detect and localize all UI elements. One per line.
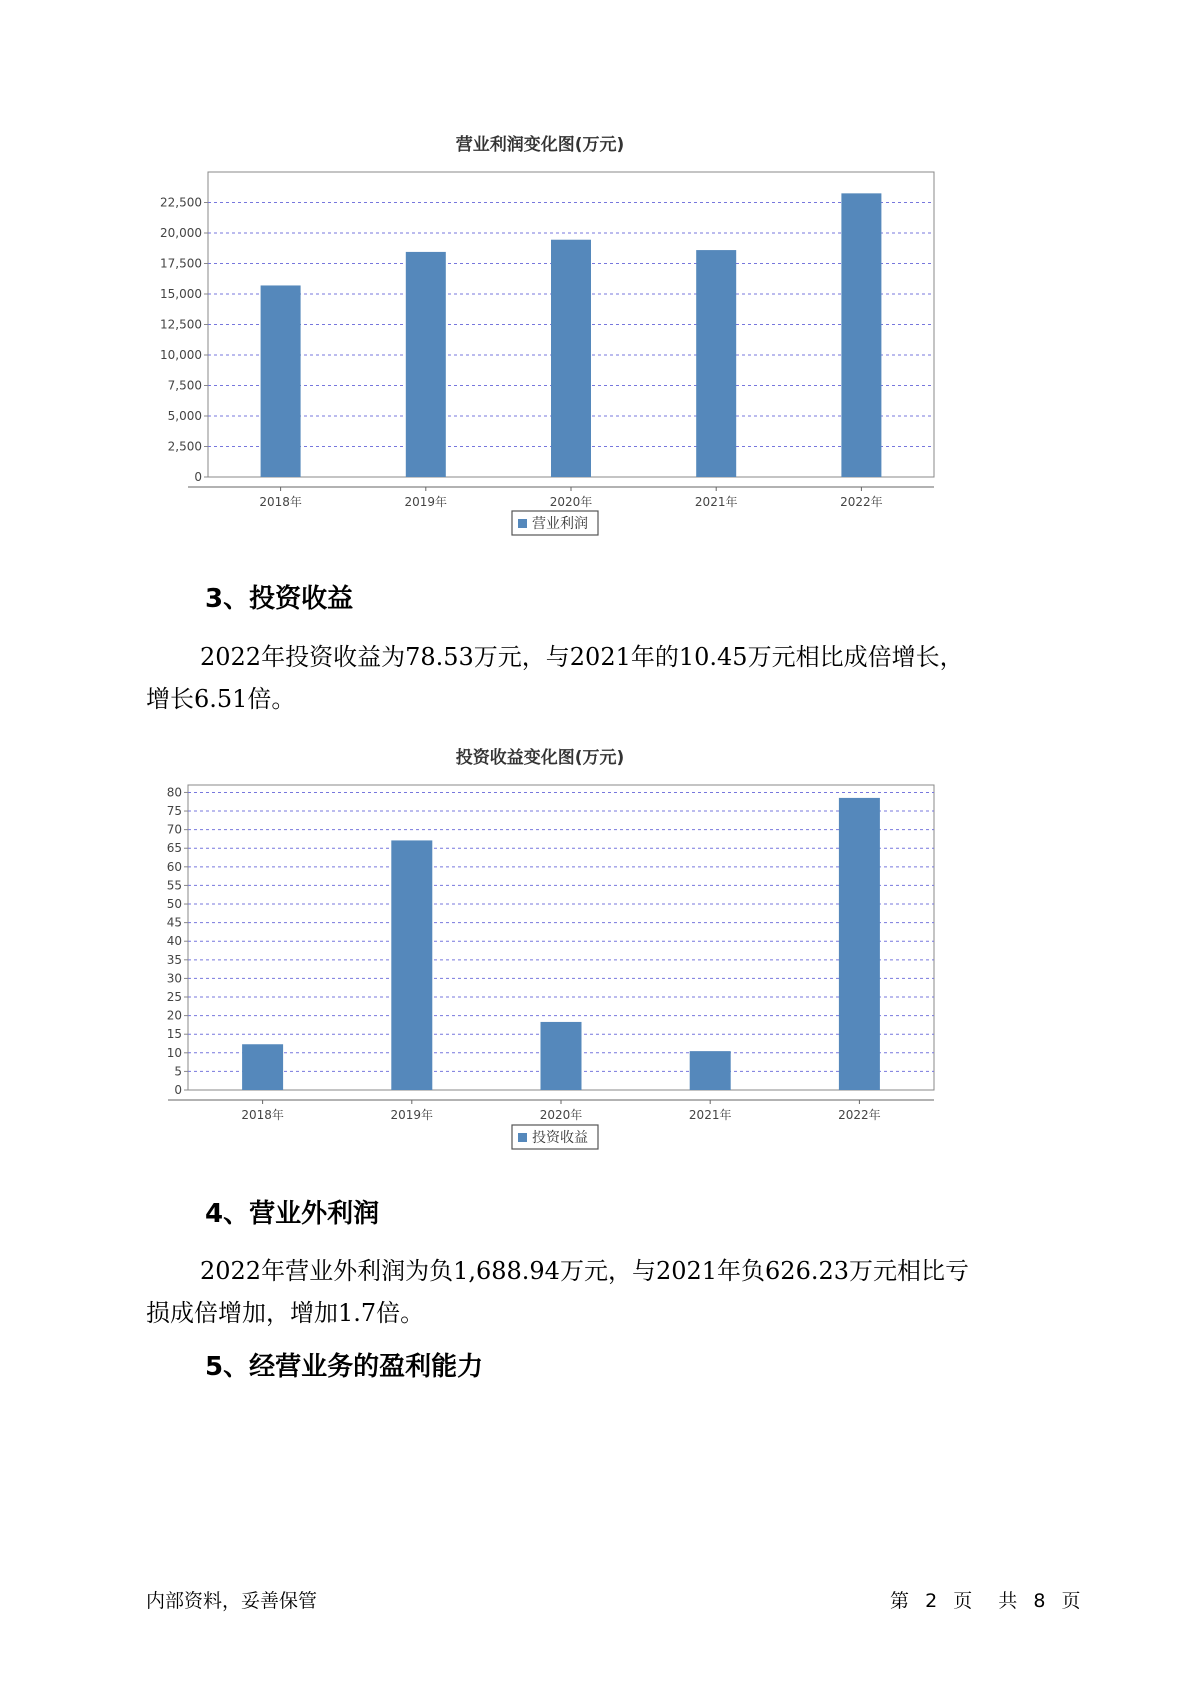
y-tick-label: 0 (194, 470, 202, 484)
y-tick-label: 20,000 (160, 226, 202, 240)
section-4-paragraph (146, 1250, 1046, 1334)
y-tick-label: 0 (174, 1083, 182, 1097)
y-tick-label: 15,000 (160, 287, 202, 301)
x-tick-label: 2019年 (404, 495, 448, 509)
footer-confidential-note: 内部资料，妥善保管 (146, 1590, 318, 1612)
x-tick-label: 2019年 (390, 1108, 434, 1122)
y-tick-label: 5,000 (167, 409, 202, 423)
section-5-title: 5、经营业务的盈利能力 (205, 1352, 484, 1382)
x-tick-label: 2022年 (840, 495, 883, 509)
y-tick-label: 17,500 (160, 256, 202, 271)
chart-title: 营业利润变化图(万元) (455, 135, 625, 155)
y-tick-label: 70 (166, 822, 182, 837)
y-tick-label: 15 (166, 1027, 182, 1042)
y-tick-label: 50 (166, 897, 182, 912)
bar (261, 285, 301, 477)
x-tick-label: 2020年 (549, 495, 593, 509)
footer-page-prefix: 第 (890, 1590, 910, 1612)
x-tick-label: 2021年 (694, 495, 738, 509)
section-4-line-1: 2022年营业外利润为负1,688.94万元，与2021年负626.23万元相比亏 (200, 1257, 970, 1285)
x-tick-label: 2018年 (259, 495, 302, 509)
x-tick-label: 2021年 (688, 1108, 732, 1122)
x-tick-label: 2020年 (539, 1108, 583, 1122)
legend-label: 投资收益 (532, 1130, 588, 1146)
y-tick-label: 12,500 (160, 317, 202, 332)
y-tick-label: 65 (166, 841, 182, 856)
chart-title: 投资收益变化图(万元) (455, 748, 625, 768)
y-tick-label: 75 (166, 804, 182, 819)
y-tick-label: 80 (166, 785, 182, 800)
bar (696, 250, 736, 477)
operating-profit-chart-svg (140, 130, 1020, 550)
y-tick-label: 20 (166, 1008, 182, 1023)
y-tick-label: 40 (166, 934, 182, 949)
footer-total-prefix: 共 (998, 1590, 1018, 1612)
y-tick-label: 60 (166, 859, 182, 874)
bar (242, 1044, 283, 1090)
section-4-title: 4、营业外利润 (205, 1199, 380, 1229)
footer-page-number: 2 (925, 1590, 938, 1612)
x-tick-label: 2022年 (838, 1108, 881, 1122)
y-tick-label: 25 (166, 990, 182, 1005)
y-tick-label: 30 (166, 971, 182, 986)
legend (512, 511, 598, 535)
y-tick-label: 22,500 (160, 195, 202, 210)
legend-swatch (518, 519, 527, 528)
investment-income-chart (140, 743, 1020, 1163)
section-3-line-2: 增长6.51倍。 (146, 685, 296, 713)
y-tick-label: 55 (166, 878, 182, 893)
y-tick-label: 45 (166, 915, 182, 930)
footer-total-number: 8 (1033, 1590, 1046, 1612)
section-3-title: 3、投资收益 (205, 584, 354, 614)
section-4-line-2: 损成倍增加，增加1.7倍。 (146, 1299, 425, 1327)
bar (690, 1051, 731, 1090)
legend-swatch (518, 1133, 527, 1142)
y-tick-label: 7,500 (167, 378, 202, 393)
bar (391, 840, 432, 1090)
bar (406, 252, 446, 477)
section-3-line-1: 2022年投资收益为78.53万元，与2021年的10.45万元相比成倍增长， (200, 643, 964, 671)
investment-income-chart-svg (140, 743, 1020, 1163)
footer-page-suffix: 页 (953, 1590, 973, 1612)
y-tick-label: 10 (166, 1045, 182, 1060)
bar (551, 240, 591, 477)
y-tick-label: 10,000 (160, 348, 202, 362)
footer-page-indicator (890, 1586, 1080, 1613)
legend (512, 1125, 598, 1149)
y-tick-label: 5 (174, 1064, 182, 1079)
bar (541, 1022, 582, 1090)
y-tick-label: 2,500 (167, 439, 202, 454)
footer-total-suffix: 页 (1061, 1590, 1081, 1612)
bar (841, 193, 881, 477)
section-3-paragraph (146, 636, 1046, 720)
x-tick-label: 2018年 (241, 1108, 284, 1122)
legend-label: 营业利润 (532, 516, 588, 532)
y-tick-label: 35 (166, 952, 182, 967)
bar (839, 798, 880, 1090)
operating-profit-chart (140, 130, 1020, 550)
